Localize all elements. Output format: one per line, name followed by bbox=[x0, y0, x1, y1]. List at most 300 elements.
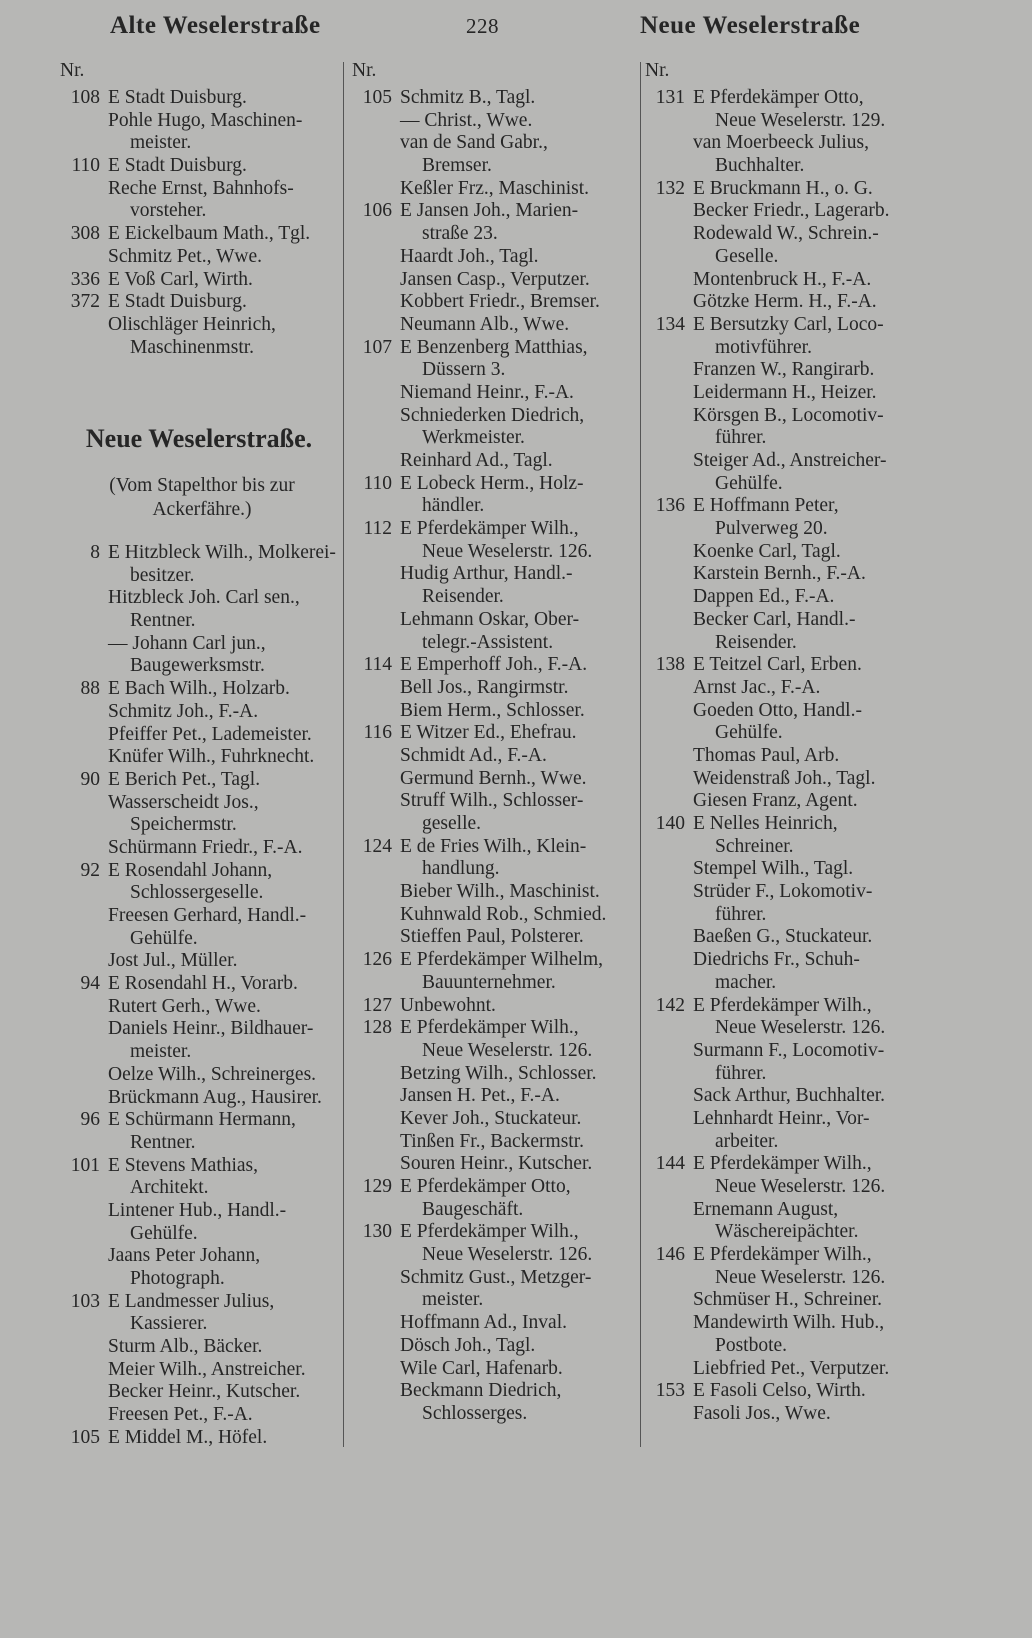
entry-resident-line bbox=[645, 269, 935, 292]
entry-text: E Fasoli Celso, Wirth. bbox=[693, 1380, 866, 1402]
entry-resident-line bbox=[645, 609, 935, 632]
entry-resident-line bbox=[352, 382, 637, 405]
entry-text: E Pferdekämper Wilh., bbox=[693, 1244, 872, 1266]
entry-resident-line bbox=[352, 745, 637, 768]
entry-text: Montenbruck H., F.-A. bbox=[693, 268, 872, 290]
entry-resident-line bbox=[352, 677, 637, 700]
entry-text: E Stevens Mathias, bbox=[108, 1154, 259, 1176]
entry-text: E Stadt Duisburg. bbox=[108, 155, 247, 177]
nr-label: Nr. bbox=[645, 60, 670, 81]
entry-text: E Witzer Ed., Ehefrau. bbox=[400, 722, 577, 744]
entry-text: Rentner. bbox=[130, 610, 196, 632]
entry-resident-line bbox=[352, 1063, 637, 1086]
entry-resident-line bbox=[60, 246, 340, 269]
entry-text: Freesen Gerhard, Handl.- bbox=[108, 905, 307, 926]
house-number: 124 bbox=[362, 835, 392, 857]
house-number: 128 bbox=[362, 1017, 392, 1039]
entry-resident-line bbox=[645, 745, 935, 768]
entry-text: Götzke Herm. H., F.-A. bbox=[693, 291, 877, 313]
entry-text: Beckmann Diedrich, bbox=[400, 1380, 562, 1402]
entry-resident-line bbox=[60, 1064, 340, 1087]
entry-text: E Bach Wilh., Holzarb. bbox=[108, 678, 290, 700]
entry-text: E Benzenberg Matthias, bbox=[400, 336, 588, 358]
house-number: 336 bbox=[70, 268, 100, 290]
entry-resident-line bbox=[645, 563, 935, 586]
entry-text: Leidermann H., Heizer. bbox=[693, 381, 877, 403]
entry-text: Kobbert Friedr., Bremser. bbox=[400, 291, 600, 313]
entry-text: Niemand Heinr., F.-A. bbox=[400, 381, 574, 403]
entry-text: — Christ., Wwe. bbox=[400, 109, 533, 131]
column-1-neue-weselerstrasse bbox=[60, 542, 340, 1450]
house-number: 101 bbox=[70, 1154, 100, 1176]
entry-text: Schmitz B., Tagl. bbox=[400, 87, 536, 108]
house-number: 108 bbox=[70, 87, 100, 108]
entry-resident-line bbox=[60, 1381, 340, 1404]
entry-text: E Stadt Duisburg. bbox=[108, 87, 247, 108]
entry-resident-line bbox=[645, 246, 935, 269]
nr-label: Nr. bbox=[352, 60, 377, 81]
entry-house-line bbox=[352, 722, 637, 745]
entry-text: Liebfried Pet., Verputzer. bbox=[693, 1357, 890, 1379]
entry-text: Rentner. bbox=[130, 1131, 196, 1153]
entry-text: macher. bbox=[715, 971, 777, 993]
entry-text: Steiger Ad., Anstreicher- bbox=[693, 450, 887, 471]
house-number: 88 bbox=[80, 678, 100, 700]
entry-resident-line bbox=[352, 1335, 637, 1358]
entry-text: Kuhnwald Rob., Schmied. bbox=[400, 903, 607, 925]
entry-house-line bbox=[60, 87, 340, 110]
entry-resident-line bbox=[352, 1380, 637, 1403]
entry-text: E de Fries Wilh., Klein- bbox=[400, 835, 587, 857]
entry-resident-line bbox=[352, 881, 637, 904]
entry-text: E Pferdekämper Otto, bbox=[400, 1176, 571, 1197]
entry-text: Reche Ernst, Bahnhofs- bbox=[108, 177, 294, 199]
entry-text: Gehülfe. bbox=[715, 722, 783, 744]
entry-house-line bbox=[60, 860, 340, 883]
entry-house-line bbox=[352, 836, 637, 859]
entry-house-line bbox=[645, 1380, 935, 1403]
entry-resident-line bbox=[352, 904, 637, 927]
house-number: 103 bbox=[70, 1290, 100, 1312]
entry-resident-line bbox=[645, 1289, 935, 1312]
entry-text: E Berich Pet., Tagl. bbox=[108, 768, 261, 790]
entry-house-line bbox=[60, 769, 340, 792]
entry-house-line bbox=[645, 1244, 935, 1267]
entry-text: Thomas Paul, Arb. bbox=[693, 744, 840, 766]
entry-resident-line bbox=[60, 132, 340, 155]
page-number: 228 bbox=[466, 14, 499, 38]
entry-text: Gehülfe. bbox=[130, 1222, 198, 1244]
entry-text: arbeiter. bbox=[715, 1130, 779, 1152]
entry-text: Betzing Wilh., Schlosser. bbox=[400, 1062, 597, 1084]
entry-resident-line bbox=[60, 1177, 340, 1200]
entry-text: meister. bbox=[130, 1041, 192, 1063]
house-number: 127 bbox=[362, 994, 392, 1016]
entry-house-line bbox=[60, 1291, 340, 1314]
entry-text: Schmidt Ad., F.-A. bbox=[400, 744, 547, 766]
entry-text: E Jansen Joh., Marien- bbox=[400, 200, 579, 222]
entry-resident-line bbox=[60, 837, 340, 860]
entry-resident-line bbox=[645, 223, 935, 246]
entry-resident-line bbox=[352, 155, 637, 178]
entry-text: Schmitz Joh., F.-A. bbox=[108, 700, 259, 722]
entry-text: Daniels Heinr., Bildhauer- bbox=[108, 1018, 314, 1040]
section-subtitle-line: (Vom Stapelthor bis zur bbox=[109, 475, 295, 496]
entry-text: motivführer. bbox=[715, 336, 812, 358]
house-number: 8 bbox=[90, 542, 100, 563]
entry-house-line bbox=[60, 542, 340, 565]
entry-resident-line bbox=[352, 1108, 637, 1131]
entry-house-line bbox=[60, 269, 340, 292]
entry-resident-line bbox=[645, 926, 935, 949]
entry-resident-line bbox=[645, 405, 935, 428]
house-number: 105 bbox=[70, 1426, 100, 1448]
entry-resident-line bbox=[645, 586, 935, 609]
entry-resident-line bbox=[645, 632, 935, 655]
entry-text: vorsteher. bbox=[130, 200, 207, 222]
entry-house-line bbox=[352, 200, 637, 223]
entry-text: Bell Jos., Rangirmstr. bbox=[400, 676, 569, 698]
house-number: 140 bbox=[655, 813, 685, 834]
entry-text: Hitzbleck Joh. Carl sen., bbox=[108, 587, 300, 609]
entry-resident-line bbox=[60, 178, 340, 201]
entry-resident-line bbox=[352, 1403, 637, 1426]
entry-text: Reisender. bbox=[715, 631, 797, 653]
house-number: 132 bbox=[655, 177, 685, 199]
entry-house-line bbox=[60, 1155, 340, 1178]
entry-text: telegr.-Assistent. bbox=[422, 631, 554, 653]
entry-resident-line bbox=[645, 1085, 935, 1108]
entry-resident-line bbox=[60, 792, 340, 815]
entry-resident-line bbox=[352, 1244, 637, 1267]
entry-resident-line bbox=[60, 200, 340, 223]
entry-resident-line bbox=[645, 450, 935, 473]
entry-resident-line bbox=[645, 1017, 935, 1040]
entry-resident-line bbox=[645, 1108, 935, 1131]
entry-text: Neue Weselerstr. 126. bbox=[422, 1244, 593, 1266]
entry-resident-line bbox=[352, 1153, 637, 1176]
house-number: 107 bbox=[362, 336, 392, 358]
entry-resident-line bbox=[645, 700, 935, 723]
entry-text: Neue Weselerstr. 129. bbox=[715, 109, 886, 131]
entry-resident-line bbox=[60, 1245, 340, 1268]
entry-resident-line bbox=[352, 495, 637, 518]
entry-house-line bbox=[645, 813, 935, 836]
entry-text: Tinßen Fr., Backermstr. bbox=[400, 1130, 584, 1152]
entry-house-line bbox=[352, 87, 637, 110]
entry-resident-line bbox=[352, 1131, 637, 1154]
entry-resident-line bbox=[645, 677, 935, 700]
entry-resident-line bbox=[352, 541, 637, 564]
entry-resident-line bbox=[352, 178, 637, 201]
entry-resident-line bbox=[352, 632, 637, 655]
house-number: 138 bbox=[655, 654, 685, 676]
entry-resident-line bbox=[352, 291, 637, 314]
entry-resident-line bbox=[352, 314, 637, 337]
entry-resident-line bbox=[60, 1359, 340, 1382]
running-head-right: Neue Weselerstraße bbox=[640, 12, 861, 39]
entry-house-line bbox=[352, 337, 637, 360]
entry-resident-line bbox=[645, 427, 935, 450]
entry-house-line bbox=[60, 223, 340, 246]
entry-text: Arnst Jac., F.-A. bbox=[693, 676, 821, 698]
entry-resident-line bbox=[60, 587, 340, 610]
entry-text: van de Sand Gabr., bbox=[400, 132, 548, 154]
entry-resident-line bbox=[645, 1176, 935, 1199]
entry-text: Bremser. bbox=[422, 155, 492, 177]
entry-text: händler. bbox=[422, 495, 485, 517]
entry-text: Baeßen G., Stuckateur. bbox=[693, 926, 873, 948]
entry-text: Germund Bernh., Wwe. bbox=[400, 767, 587, 789]
house-number: 90 bbox=[80, 768, 100, 790]
entry-text: E Pferdekämper Wilh., bbox=[693, 994, 872, 1016]
entry-resident-line bbox=[352, 246, 637, 269]
entry-resident-line bbox=[352, 700, 637, 723]
entry-text: E Pferdekämper Wilh., bbox=[693, 1153, 872, 1175]
entry-resident-line bbox=[352, 1085, 637, 1108]
entry-resident-line bbox=[645, 200, 935, 223]
entry-house-line bbox=[352, 1221, 637, 1244]
entry-resident-line bbox=[645, 790, 935, 813]
entry-text: E Hoffmann Peter, bbox=[693, 495, 839, 517]
entry-text: Unbewohnt. bbox=[400, 994, 496, 1016]
entry-resident-line bbox=[352, 1312, 637, 1335]
entry-resident-line bbox=[60, 724, 340, 747]
entry-text: Sack Arthur, Buchhalter. bbox=[693, 1085, 886, 1107]
entry-text: Weidenstraß Joh., Tagl. bbox=[693, 767, 876, 789]
nr-label: Nr. bbox=[60, 60, 85, 81]
entry-resident-line bbox=[352, 609, 637, 632]
house-number: 126 bbox=[362, 949, 392, 971]
house-number: 372 bbox=[70, 291, 100, 313]
entry-text: Schniederken Diedrich, bbox=[400, 404, 585, 426]
entry-text: Jansen Casp., Verputzer. bbox=[400, 268, 590, 290]
entry-house-line bbox=[60, 291, 340, 314]
entry-resident-line bbox=[352, 813, 637, 836]
entry-text: Pulverweg 20. bbox=[715, 518, 828, 540]
entry-text: E Rosendahl H., Vorarb. bbox=[108, 973, 298, 995]
entry-resident-line bbox=[352, 223, 637, 246]
running-head-left: Alte Weselerstraße bbox=[110, 12, 321, 39]
entry-resident-line bbox=[60, 565, 340, 588]
entry-text: E Pferdekämper Wilh., bbox=[400, 1221, 579, 1243]
entry-resident-line bbox=[352, 1358, 637, 1381]
entry-resident-line bbox=[60, 746, 340, 769]
entry-text: E Teitzel Carl, Erben. bbox=[693, 654, 862, 676]
entry-text: E Middel M., Höfel. bbox=[108, 1426, 268, 1448]
entry-text: Neue Weselerstr. 126. bbox=[422, 1039, 593, 1061]
entry-text: Rutert Gerh., Wwe. bbox=[108, 995, 261, 1017]
entry-house-line bbox=[352, 995, 637, 1018]
entry-resident-line bbox=[645, 768, 935, 791]
entry-resident-line bbox=[352, 1289, 637, 1312]
house-number: 136 bbox=[655, 495, 685, 517]
entry-house-line bbox=[645, 87, 935, 110]
entry-resident-line bbox=[645, 1221, 935, 1244]
entry-resident-line bbox=[645, 155, 935, 178]
entry-text: Postbote. bbox=[715, 1334, 788, 1356]
entry-text: Brückmann Aug., Hausirer. bbox=[108, 1086, 322, 1108]
house-number: 144 bbox=[655, 1153, 685, 1175]
entry-text: Stempel Wilh., Tagl. bbox=[693, 858, 854, 880]
entry-text: Speichermstr. bbox=[130, 814, 237, 836]
entry-resident-line bbox=[60, 814, 340, 837]
entry-resident-line bbox=[60, 1313, 340, 1336]
entry-resident-line bbox=[645, 836, 935, 859]
house-number: 308 bbox=[70, 223, 100, 245]
entry-house-line bbox=[60, 678, 340, 701]
entry-house-line bbox=[352, 518, 637, 541]
column-2 bbox=[352, 87, 637, 1426]
entry-resident-line bbox=[60, 996, 340, 1019]
house-number: 110 bbox=[71, 155, 100, 177]
entry-text: Schmitz Pet., Wwe. bbox=[108, 245, 262, 267]
entry-text: Maschinenmstr. bbox=[130, 336, 255, 358]
entry-resident-line bbox=[352, 269, 637, 292]
entry-resident-line bbox=[352, 926, 637, 949]
entry-resident-line bbox=[645, 722, 935, 745]
entry-text: Meier Wilh., Anstreicher. bbox=[108, 1358, 306, 1380]
entry-text: Knüfer Wilh., Fuhrknecht. bbox=[108, 746, 315, 768]
section-title: Neue Weselerstraße. bbox=[85, 424, 313, 453]
entry-text: Buchhalter. bbox=[715, 155, 805, 177]
house-number: 92 bbox=[80, 859, 100, 881]
entry-text: Schreiner. bbox=[715, 835, 794, 857]
house-number: 94 bbox=[80, 973, 100, 995]
entry-text: Freesen Pet., F.-A. bbox=[108, 1404, 253, 1426]
entry-text: handlung. bbox=[422, 858, 500, 880]
entry-house-line bbox=[60, 155, 340, 178]
house-number: 114 bbox=[363, 654, 392, 676]
house-number: 105 bbox=[362, 87, 392, 108]
entry-text: führer. bbox=[715, 427, 767, 449]
house-number: 96 bbox=[80, 1109, 100, 1131]
entry-text: Schlosserges. bbox=[422, 1402, 528, 1424]
entry-text: Neue Weselerstr. 126. bbox=[715, 1266, 886, 1288]
entry-text: Sturm Alb., Bäcker. bbox=[108, 1336, 263, 1358]
entry-house-line bbox=[352, 949, 637, 972]
house-number: 146 bbox=[655, 1244, 685, 1266]
entry-resident-line bbox=[645, 1063, 935, 1086]
entry-text: straße 23. bbox=[422, 223, 498, 245]
entry-text: van Moerbeeck Julius, bbox=[693, 132, 869, 154]
entry-resident-line bbox=[645, 291, 935, 314]
entry-resident-line bbox=[352, 768, 637, 791]
entry-text: Diedrichs Fr., Schuh- bbox=[693, 949, 860, 971]
entry-text: Düssern 3. bbox=[422, 359, 506, 381]
entry-text: Rodewald W., Schrein.- bbox=[693, 223, 879, 245]
entry-text: E Bruckmann H., o. G. bbox=[693, 177, 873, 199]
entry-text: Jaans Peter Johann, bbox=[108, 1245, 261, 1267]
entry-text: Photograph. bbox=[130, 1268, 225, 1289]
entry-text: besitzer. bbox=[130, 564, 195, 586]
entry-text: E Pferdekämper Otto, bbox=[693, 87, 864, 108]
entry-house-line bbox=[60, 1427, 340, 1450]
entry-house-line bbox=[645, 654, 935, 677]
entry-text: Hoffmann Ad., Inval. bbox=[400, 1312, 567, 1334]
section-subtitle-line: Ackerfähre.) bbox=[152, 499, 252, 520]
entry-text: geselle. bbox=[422, 813, 482, 834]
entry-resident-line bbox=[60, 905, 340, 928]
entry-text: Schmüser H., Schreiner. bbox=[693, 1289, 883, 1311]
entry-text: Bieber Wilh., Maschinist. bbox=[400, 881, 600, 903]
entry-text: Geselle. bbox=[715, 245, 779, 267]
entry-resident-line bbox=[60, 1200, 340, 1223]
entry-text: E Eickelbaum Math., Tgl. bbox=[108, 223, 311, 245]
entry-resident-line bbox=[645, 382, 935, 405]
entry-text: Goeden Otto, Handl.- bbox=[693, 699, 862, 721]
entry-text: E Stadt Duisburg. bbox=[108, 291, 247, 313]
entry-text: Reinhard Ad., Tagl. bbox=[400, 450, 553, 471]
entry-resident-line bbox=[60, 314, 340, 337]
entry-text: E Schürmann Hermann, bbox=[108, 1109, 296, 1131]
entry-resident-line bbox=[645, 1358, 935, 1381]
entry-text: meister. bbox=[130, 132, 192, 154]
entry-resident-line bbox=[645, 881, 935, 904]
entry-text: Gehülfe. bbox=[715, 472, 783, 494]
entry-resident-line bbox=[60, 655, 340, 678]
house-number: 131 bbox=[655, 87, 685, 108]
entry-text: Neue Weselerstr. 126. bbox=[715, 1017, 886, 1039]
entry-resident-line bbox=[645, 359, 935, 382]
house-number: 116 bbox=[363, 722, 392, 744]
entry-text: führer. bbox=[715, 1062, 767, 1084]
entry-resident-line bbox=[645, 110, 935, 133]
entry-text: E Pferdekämper Wilh., bbox=[400, 518, 579, 540]
entry-house-line bbox=[60, 1109, 340, 1132]
house-number: 129 bbox=[362, 1176, 392, 1197]
entry-house-line bbox=[60, 973, 340, 996]
entry-resident-line bbox=[60, 1268, 340, 1291]
column-1-alte-weselerstrasse bbox=[60, 87, 340, 359]
entry-text: Olischläger Heinrich, bbox=[108, 313, 276, 335]
entry-text: E Bersutzky Carl, Loco- bbox=[693, 313, 884, 335]
entry-text: Baugewerksmstr. bbox=[130, 655, 265, 677]
house-number: 110 bbox=[363, 472, 392, 494]
entry-text: E Pferdekämper Wilh., bbox=[400, 1017, 579, 1039]
entry-resident-line bbox=[645, 337, 935, 360]
entry-house-line bbox=[352, 1176, 637, 1199]
entry-house-line bbox=[352, 473, 637, 496]
entry-resident-line bbox=[352, 132, 637, 155]
entry-resident-line bbox=[645, 1403, 935, 1426]
section-subtitle bbox=[66, 474, 338, 522]
entry-text: Neue Weselerstr. 126. bbox=[422, 540, 593, 562]
entry-resident-line bbox=[60, 1223, 340, 1246]
entry-resident-line bbox=[60, 337, 340, 360]
entry-resident-line bbox=[645, 1040, 935, 1063]
entry-resident-line bbox=[60, 633, 340, 656]
entry-resident-line bbox=[352, 1040, 637, 1063]
entry-resident-line bbox=[352, 405, 637, 428]
entry-resident-line bbox=[60, 1132, 340, 1155]
entry-text: Koenke Carl, Tagl. bbox=[693, 540, 841, 562]
entry-text: Neue Weselerstr. 126. bbox=[715, 1176, 886, 1197]
entry-text: Neumann Alb., Wwe. bbox=[400, 313, 570, 335]
entry-resident-line bbox=[645, 1267, 935, 1290]
entry-resident-line bbox=[645, 972, 935, 995]
entry-text: Jost Jul., Müller. bbox=[108, 950, 238, 972]
entry-resident-line bbox=[352, 972, 637, 995]
house-number: 134 bbox=[655, 313, 685, 335]
entry-text: führer. bbox=[715, 903, 767, 925]
entry-house-line bbox=[352, 654, 637, 677]
entry-text: Körsgen B., Locomotiv- bbox=[693, 404, 884, 426]
entry-resident-line bbox=[352, 1199, 637, 1222]
entry-resident-line bbox=[352, 427, 637, 450]
entry-resident-line bbox=[60, 1018, 340, 1041]
entry-resident-line bbox=[352, 563, 637, 586]
